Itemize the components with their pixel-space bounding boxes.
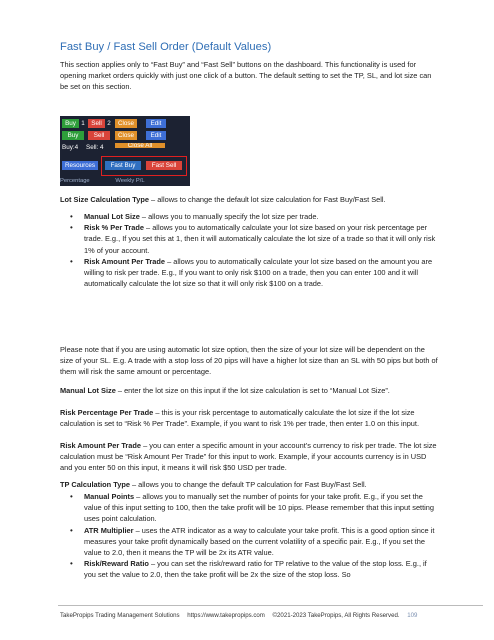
lot-type-text: – allows to change the default lot size calculation for Fast Buy/Fast Sell.: [148, 195, 386, 204]
list-item: [60, 256, 438, 290]
item-text: – allows you to automatically calculate your lot size based on the amount you are willing to risk per trade. E.g., If you want to only risk $100 on a trade, then you can enter 100 and it will automatically calculate the lot size so that it will only risk $100 on a trade.: [84, 256, 433, 289]
footer-company: TakePropips Trading Management Solutions: [60, 612, 180, 619]
footer-copyright: ©2021-2023 TakePropips, All Rights Reserved.: [272, 612, 400, 619]
lot-type-paragraph: [60, 194, 438, 205]
item-term: Risk Amount Per Trade: [84, 256, 166, 266]
close-all-button: Close All: [115, 143, 165, 148]
fast-buy-button: Fast Buy: [105, 161, 141, 170]
footer-divider: [58, 605, 483, 606]
risk-amt-term: Risk Amount Per Trade: [60, 441, 142, 450]
item-term: Risk/Reward Ratio: [84, 559, 149, 569]
item-term: ATR Multiplier: [84, 525, 134, 535]
fast-sell-button: Fast Sell: [146, 161, 182, 170]
buy-button-1: Buy: [62, 119, 79, 128]
close-button-1: Close: [115, 119, 137, 128]
sell-button-2: Sell: [88, 131, 110, 140]
item-text: – allows you to manually specify the lot size per trade.: [139, 212, 319, 221]
list-item: [60, 222, 438, 256]
close-button-2: Close: [115, 131, 137, 140]
sell-total: Sell: 4: [86, 144, 104, 151]
tp-type-text: – allows you to change the default TP calculation for Fast Buy/Fast Sell.: [129, 480, 367, 489]
item-text: – allows you to automatically calculate your lot size based on your risk percentage per trade. E.g., If you set this at 1, then it will automatically calculate the lot size of a trade so that it will only risk 1% of your account.: [84, 223, 436, 255]
risk-percentage-paragraph: [60, 407, 438, 429]
sell-count-1: 2: [107, 120, 111, 127]
manual-lot-paragraph: [60, 385, 438, 396]
footer-url[interactable]: https://www.takepropips.com: [187, 612, 265, 619]
page-footer: [60, 612, 480, 619]
risk-pct-term: Risk Percentage Per Trade: [60, 408, 154, 417]
page-number: 109: [407, 612, 418, 619]
sell-button-1: Sell: [88, 119, 105, 128]
dashboard-screenshot: [60, 116, 190, 186]
tp-type-paragraph: [60, 479, 438, 490]
note-paragraph: Please note that if you are using automatic lot size option, then the size of your lot size will be dependent on the size of your SL. E.g. A trade with a stop loss of 20 pips will have a higher lot size than an SL with 50 pips but both of them will risk the same amount or percentage.: [60, 345, 438, 377]
manual-lot-term: Manual Lot Size: [60, 386, 116, 395]
lot-type-list: [60, 211, 438, 289]
edit-button-2: Edit: [146, 131, 166, 140]
manual-lot-text: – enter the lot size on this input if the lot size calculation is set to “Manual Lot Size”.: [115, 386, 390, 395]
section-heading: Fast Buy / Fast Sell Order (Default Values): [60, 41, 272, 53]
resources-button: Resources: [62, 161, 98, 170]
item-text: – you can set the risk/reward ratio for TP relative to the value of the stop loss. E.g., if you set the value to 2.0, then the take profit will be 2x the size of the stop loss. So: [84, 559, 427, 580]
risk-amt-text: – you can enter a specific amount in your account’s currency to risk per trade. The lot size calculation must be “Risk Amount Per Trade” for this input to work. Example, if your accounts currency is in USD and you enter 50 on this input, it means it will risk $50 USD per trade.: [60, 441, 437, 473]
risk-pct-text: – this is your risk percentage to automatically calculate the lot size if the lot size calculation is set to “Risk % Per Trade”. Example, if you want to risk 1% per trade, then enter 1.0 on this input.: [60, 408, 420, 429]
edit-button-1: Edit: [146, 119, 166, 128]
lot-type-label: Lot Size Calculation Type: [60, 195, 149, 204]
list-item: [60, 558, 438, 580]
item-text: – allows you to manually set the number of points for your take profit. E.g., if you set the value of this input setting to 100, then the take profit will be 10 pips. Please remember that this input setting uses point calculation.: [84, 492, 435, 524]
buy-total: Buy:4: [62, 144, 79, 151]
item-text: – uses the ATR indicator as a way to calculate your take profit. This is a good option since it measures your take profit dynamically based on the current volatility of a specific pair. E.g., If you set the value to 2.0, then it means the TP will be 2x its ATR value.: [84, 525, 435, 558]
list-item: [60, 491, 438, 525]
list-item: [60, 211, 438, 222]
buy-count-1: 1: [81, 120, 85, 127]
item-term: Manual Lot Size: [84, 212, 140, 221]
risk-amount-paragraph: [60, 440, 438, 474]
percentage-label: Percentage: [60, 178, 90, 184]
list-item: [60, 525, 438, 559]
weekly-pl-label: Weekly P/L: [115, 178, 145, 184]
intro-paragraph: This section applies only to “Fast Buy” and “Fast Sell” buttons on the dashboard. This functionality is used for opening market orders quickly with just one click of a button. The default setting to set the TP, SL, and lot size can be set on this section.: [60, 60, 432, 92]
item-term: Risk % Per Trade: [84, 223, 144, 233]
buy-button-2: Buy: [62, 131, 84, 140]
tp-type-list: [60, 491, 438, 581]
item-term: Manual Points: [84, 492, 135, 501]
tp-type-label: TP Calculation Type: [60, 480, 130, 489]
